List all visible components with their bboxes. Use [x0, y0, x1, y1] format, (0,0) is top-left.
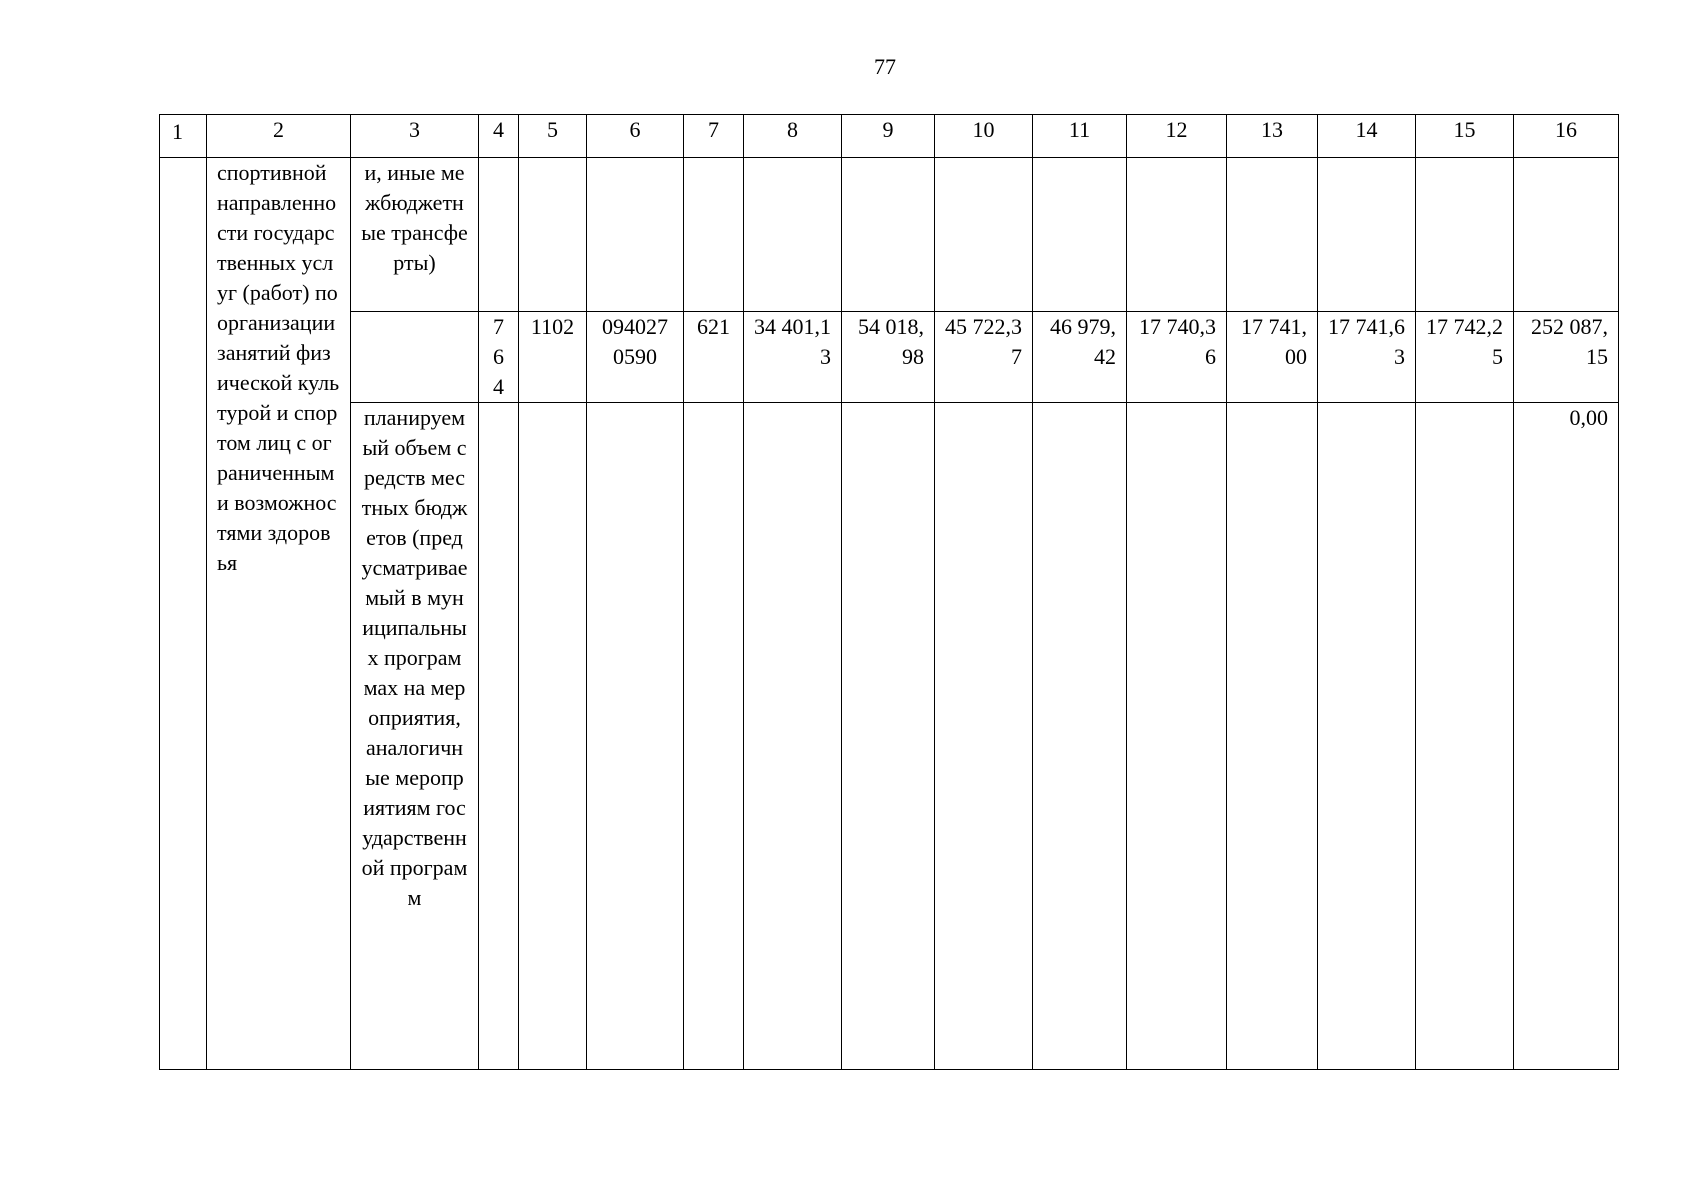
- col14-cell: 17 741,63: [1318, 312, 1416, 403]
- header-cell-16: 16: [1514, 115, 1619, 158]
- header-cell-10: 10: [935, 115, 1033, 158]
- col7-cell: 621: [684, 312, 744, 403]
- header-cell-7: 7: [684, 115, 744, 158]
- col1-cell: [160, 158, 207, 1070]
- table-row: [160, 312, 1619, 403]
- header-cell-13: 13: [1227, 115, 1318, 158]
- col9-cell: 54 018,98: [842, 312, 935, 403]
- header-cell-5: 5: [519, 115, 587, 158]
- header-cell-3: 3: [351, 115, 479, 158]
- col15-cell: 17 742,25: [1416, 312, 1514, 403]
- budget-table: [159, 114, 1619, 1070]
- table-row: [160, 158, 1619, 312]
- col6-cell: 0940270590: [587, 312, 684, 403]
- col12-cell: 17 740,36: [1127, 312, 1227, 403]
- header-cell-12: 12: [1127, 115, 1227, 158]
- header-cell-4: 4: [479, 115, 519, 158]
- header-cell-8: 8: [744, 115, 842, 158]
- header-row: [160, 115, 1619, 158]
- col2-description: спортивной направленности государственных услуг (работ) по организации занятий физической культурой и спортом лиц с ограниченными возможностями здоровья: [207, 158, 351, 1070]
- col4-cell: 764: [479, 312, 519, 403]
- header-cell-15: 15: [1416, 115, 1514, 158]
- col10-cell: 45 722,37: [935, 312, 1033, 403]
- header-cell-2: 2: [207, 115, 351, 158]
- header-cell-6: 6: [587, 115, 684, 158]
- col3-cell-a: и, иные межбюджетные трансферты): [351, 158, 479, 312]
- col8-cell: 34 401,13: [744, 312, 842, 403]
- header-cell-14: 14: [1318, 115, 1416, 158]
- col5-cell: 1102: [519, 312, 587, 403]
- col16-cell: 252 087,15: [1514, 312, 1619, 403]
- col16-cell-c: 0,00: [1514, 403, 1619, 1070]
- col13-cell: 17 741,00: [1227, 312, 1318, 403]
- table-row: [160, 403, 1619, 1070]
- col11-cell: 46 979,42: [1033, 312, 1127, 403]
- col3-cell-b: [351, 312, 479, 403]
- header-cell-1: 1: [160, 115, 207, 158]
- header-cell-11: 11: [1033, 115, 1127, 158]
- col3-cell-c: планируемый объем средств местных бюджетов (предусматриваемый в муниципальных программах на мероприятия, аналогичные мероприятиям государственной программ: [351, 403, 479, 1070]
- header-cell-9: 9: [842, 115, 935, 158]
- page-number: 77: [874, 54, 896, 79]
